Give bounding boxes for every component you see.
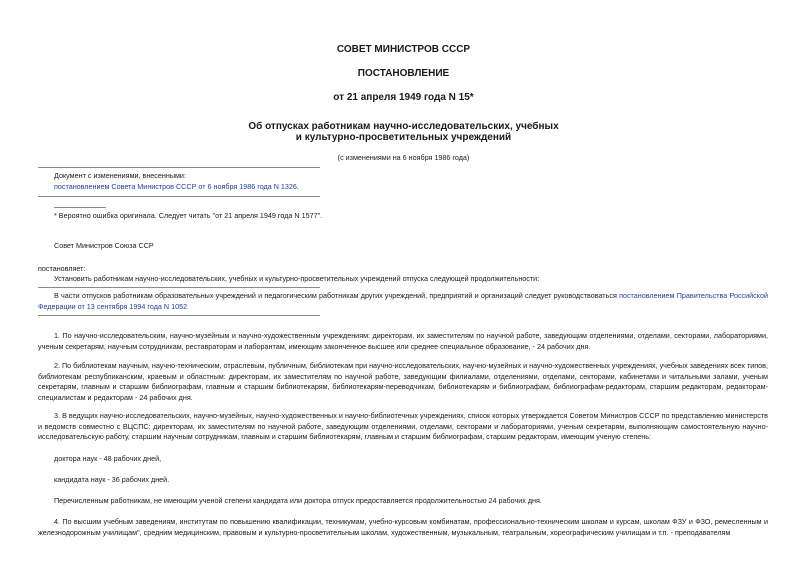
decree-word: постановляет: bbox=[38, 264, 86, 273]
government-decree-link[interactable]: постановлением Правительства Российской Федерации от 13 сентября 1994 года N 1052 bbox=[38, 291, 768, 311]
separator-rule bbox=[38, 167, 320, 168]
issuer-line: Совет Министров Союза ССР bbox=[54, 241, 154, 250]
doctor-degree-line: доктора наук - 48 рабочих дней, bbox=[54, 454, 162, 463]
document-date: от 21 апреля 1949 года N 15* bbox=[333, 92, 474, 103]
paragraph-2: 2. По библиотекам научным, научно-техническим, отраслевым, публичным, библиотекам при научно-исследовательских, научно-музейных и научно-художественных учреждениях, учебных заведениях всех типов, библиотекам республиканским, краевым и областным: директорам, их заместителям по научной работе, заведующим филиалами, отделениями, отделами, секторами, кабинетами и читальными залами, ученым секретарям, главным и старшим библиографам, главным и старшим библиотекарям, библиотекарям-переводчикам, библиотекарям и библиографам, библиографам-редакторам, старшим редакторам, редакторам-специалистам и редакторам - 24 рабочих дня. bbox=[38, 361, 768, 402]
candidate-degree-line: кандидата наук - 36 рабочих дней. bbox=[54, 475, 170, 484]
paragraph-1: 1. По научно-исследовательским, научно-музейным и научно-художественным учреждениям: директорам, их заместителям по научной работе, заведующим отделениями, отделами, секторами, лабораториями, ученым секретарям, научным сотрудникам, реставраторам и лаборантам, имеющим законченное высшее или среднее специальное образование, - 24 рабочих дня. bbox=[38, 331, 768, 351]
footnote: * Вероятно ошибка оригинала. Следует читать "от 21 апреля 1949 года N 1577". bbox=[54, 211, 323, 220]
amendment-note: (с изменениями на 6 ноября 1986 года) bbox=[337, 153, 470, 162]
separator-rule bbox=[38, 196, 320, 197]
document-type: ПОСТАНОВЛЕНИЕ bbox=[357, 68, 450, 79]
issuing-body: СОВЕТ МИНИСТРОВ СССР bbox=[336, 44, 471, 55]
establish-sentence: Установить работникам научно-исследовательских, учебных и культурно-просветительных учреждений отпуска следующей продолжительности: bbox=[54, 274, 540, 283]
footnote-rule bbox=[54, 207, 106, 208]
amendment-link-end: . bbox=[296, 182, 299, 191]
note-text: В части отпусков работникам образовательных учреждений и педагогическим работникам других учреждений, предприятий и организаций следует руководствоваться bbox=[54, 291, 620, 300]
no-degree-line: Перечисленным работникам, не имеющим ученой степени кандидата или доктора отпуск предоставляется продолжительностью 24 рабочих дня. bbox=[54, 496, 542, 505]
amendment-link[interactable]: постановлением Совета Министров СССР от 6 ноября 1986 года N 1326 bbox=[54, 182, 297, 191]
document-title-line2: и культурно-просветительных учреждений bbox=[295, 132, 512, 143]
document-title-line1: Об отпусках работникам научно-исследовательских, учебных bbox=[248, 121, 559, 132]
changes-label: Документ с изменениями, внесенными: bbox=[54, 171, 186, 180]
changes-line bbox=[54, 182, 299, 193]
paragraph-4: 4. По высшим учебным заведениям, институтам по повышению квалификации, техникумам, учебно-курсовым комбинатам, профессионально-техническим школам и курсам, школам ФЗУ и ФЗО, ремесленным и железнодорожным училищам", средним медицинским, правовым и культурно-просветительным школам, художественным, музыкальным, театральным, хореографическим училищам и т.п. - преподавателям bbox=[38, 517, 768, 537]
separator-rule bbox=[38, 315, 320, 316]
note-paragraph bbox=[38, 291, 768, 312]
paragraph-3: 3. В ведущих научно-исследовательских, научно-музейных, научно-художественных и научно-библиотечных учреждениях, список которых утверждается Советом Министров СССР по представлению министерств и ведомств совместно с ВЦСПС: директорам, их заместителям по научной работе, заведующим отделениями, отделами, секторами и лабораториями, ученым секретарям, выполняющим самостоятельную научно-исследовательскую работу, старшим научным сотрудникам, главным и старшим библиотекарям, главным и старшим библиографам, старшим редакторам, имеющим ученую степень: bbox=[38, 411, 768, 442]
separator-rule bbox=[38, 287, 320, 288]
